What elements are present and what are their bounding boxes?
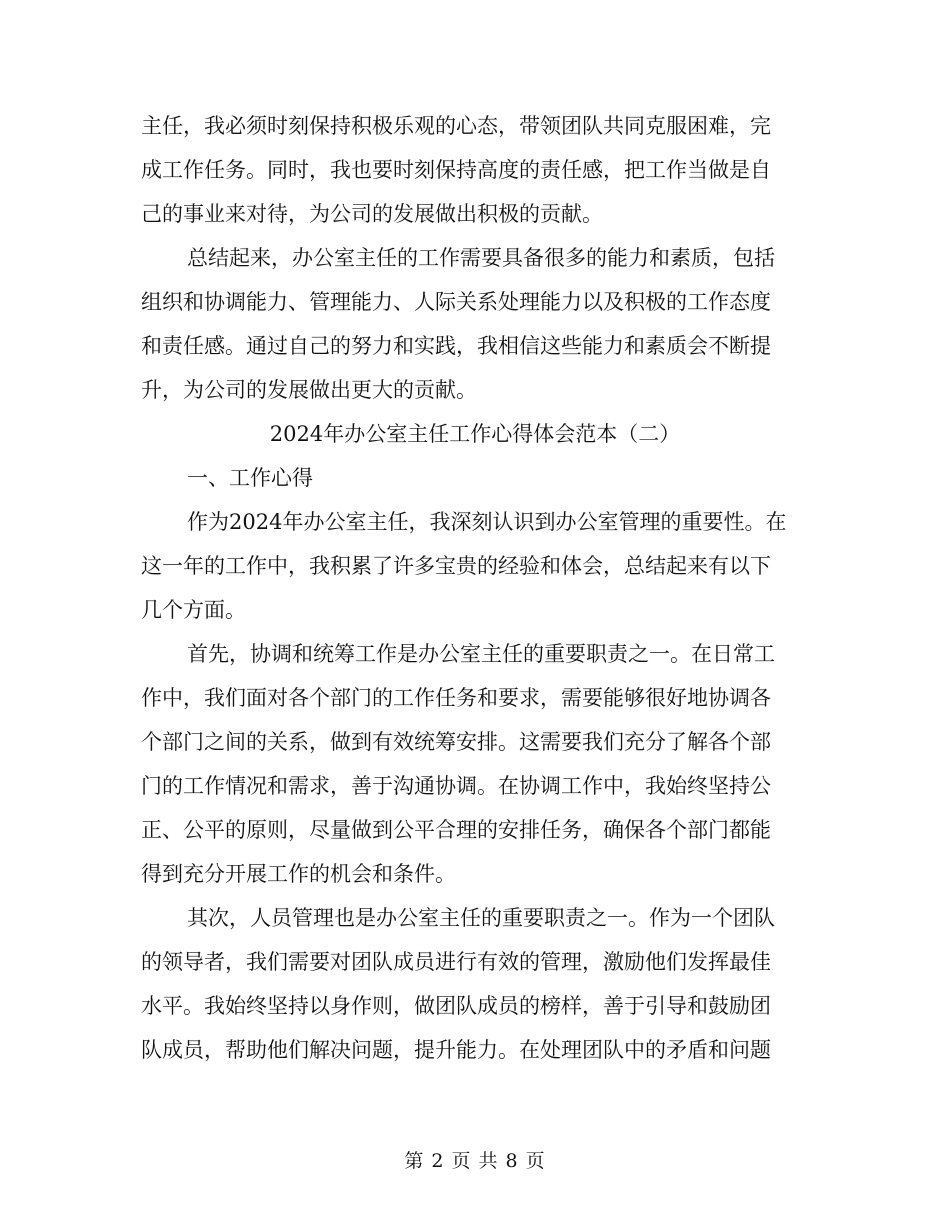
text-line: 成工作任务。同时，我也要时刻保持高度的责任感，把工作当做是自 — [141, 158, 771, 182]
text-line: 的领导者，我们需要对团队成员进行有效的管理，激励他们发挥最佳 — [141, 950, 771, 974]
text-line: 和责任感。通过自己的努力和实践，我相信这些能力和素质会不断提 — [141, 334, 771, 358]
page-content — [141, 104, 809, 1072]
subsection-heading: 一、工作心得 — [187, 466, 313, 490]
paragraph-coordination — [141, 632, 809, 896]
text-line: 几个方面。 — [141, 598, 246, 622]
section-title: 2024年办公室主任工作心得体会范本（二） — [269, 422, 681, 446]
page-footer: 第 2 页 共 8 页 — [404, 1150, 546, 1172]
text-line: 这一年的工作中，我积累了许多宝贵的经验和体会，总结起来有以下 — [141, 554, 771, 578]
text-line: 主任，我必须时刻保持积极乐观的心态，带领团队共同克服困难，完 — [141, 114, 771, 138]
text-line: 队成员，帮助他们解决问题，提升能力。在处理团队中的矛盾和问题 — [141, 1038, 771, 1062]
paragraph-intro — [141, 500, 809, 632]
text-line: 作为2024年办公室主任，我深刻认识到办公室管理的重要性。在 — [187, 510, 787, 534]
text-line: 水平。我始终坚持以身作则，做团队成员的榜样，善于引导和鼓励团 — [141, 994, 771, 1018]
text-line: 门的工作情况和需求，善于沟通协调。在协调工作中，我始终坚持公 — [141, 774, 771, 798]
paragraph-summary — [141, 236, 809, 412]
paragraph-continuation — [141, 104, 809, 236]
text-line: 作中，我们面对各个部门的工作任务和要求，需要能够很好地协调各 — [141, 686, 771, 710]
text-line: 得到充分开展工作的机会和条件。 — [141, 862, 456, 886]
text-line: 己的事业来对待，为公司的发展做出积极的贡献。 — [141, 202, 603, 226]
text-line: 正、公平的原则，尽量做到公平合理的安排任务，确保各个部门都能 — [141, 818, 771, 842]
text-line: 升，为公司的发展做出更大的贡献。 — [141, 378, 477, 402]
text-line: 组织和协调能力、管理能力、人际关系处理能力以及积极的工作态度 — [141, 290, 771, 314]
text-line: 总结起来，办公室主任的工作需要具备很多的能力和素质，包括 — [187, 246, 775, 270]
text-line: 首先，协调和统筹工作是办公室主任的重要职责之一。在日常工 — [187, 642, 775, 666]
text-line: 其次，人员管理也是办公室主任的重要职责之一。作为一个团队 — [187, 906, 775, 930]
text-line: 个部门之间的关系，做到有效统筹安排。这需要我们充分了解各个部 — [141, 730, 771, 754]
paragraph-personnel — [141, 896, 809, 1072]
